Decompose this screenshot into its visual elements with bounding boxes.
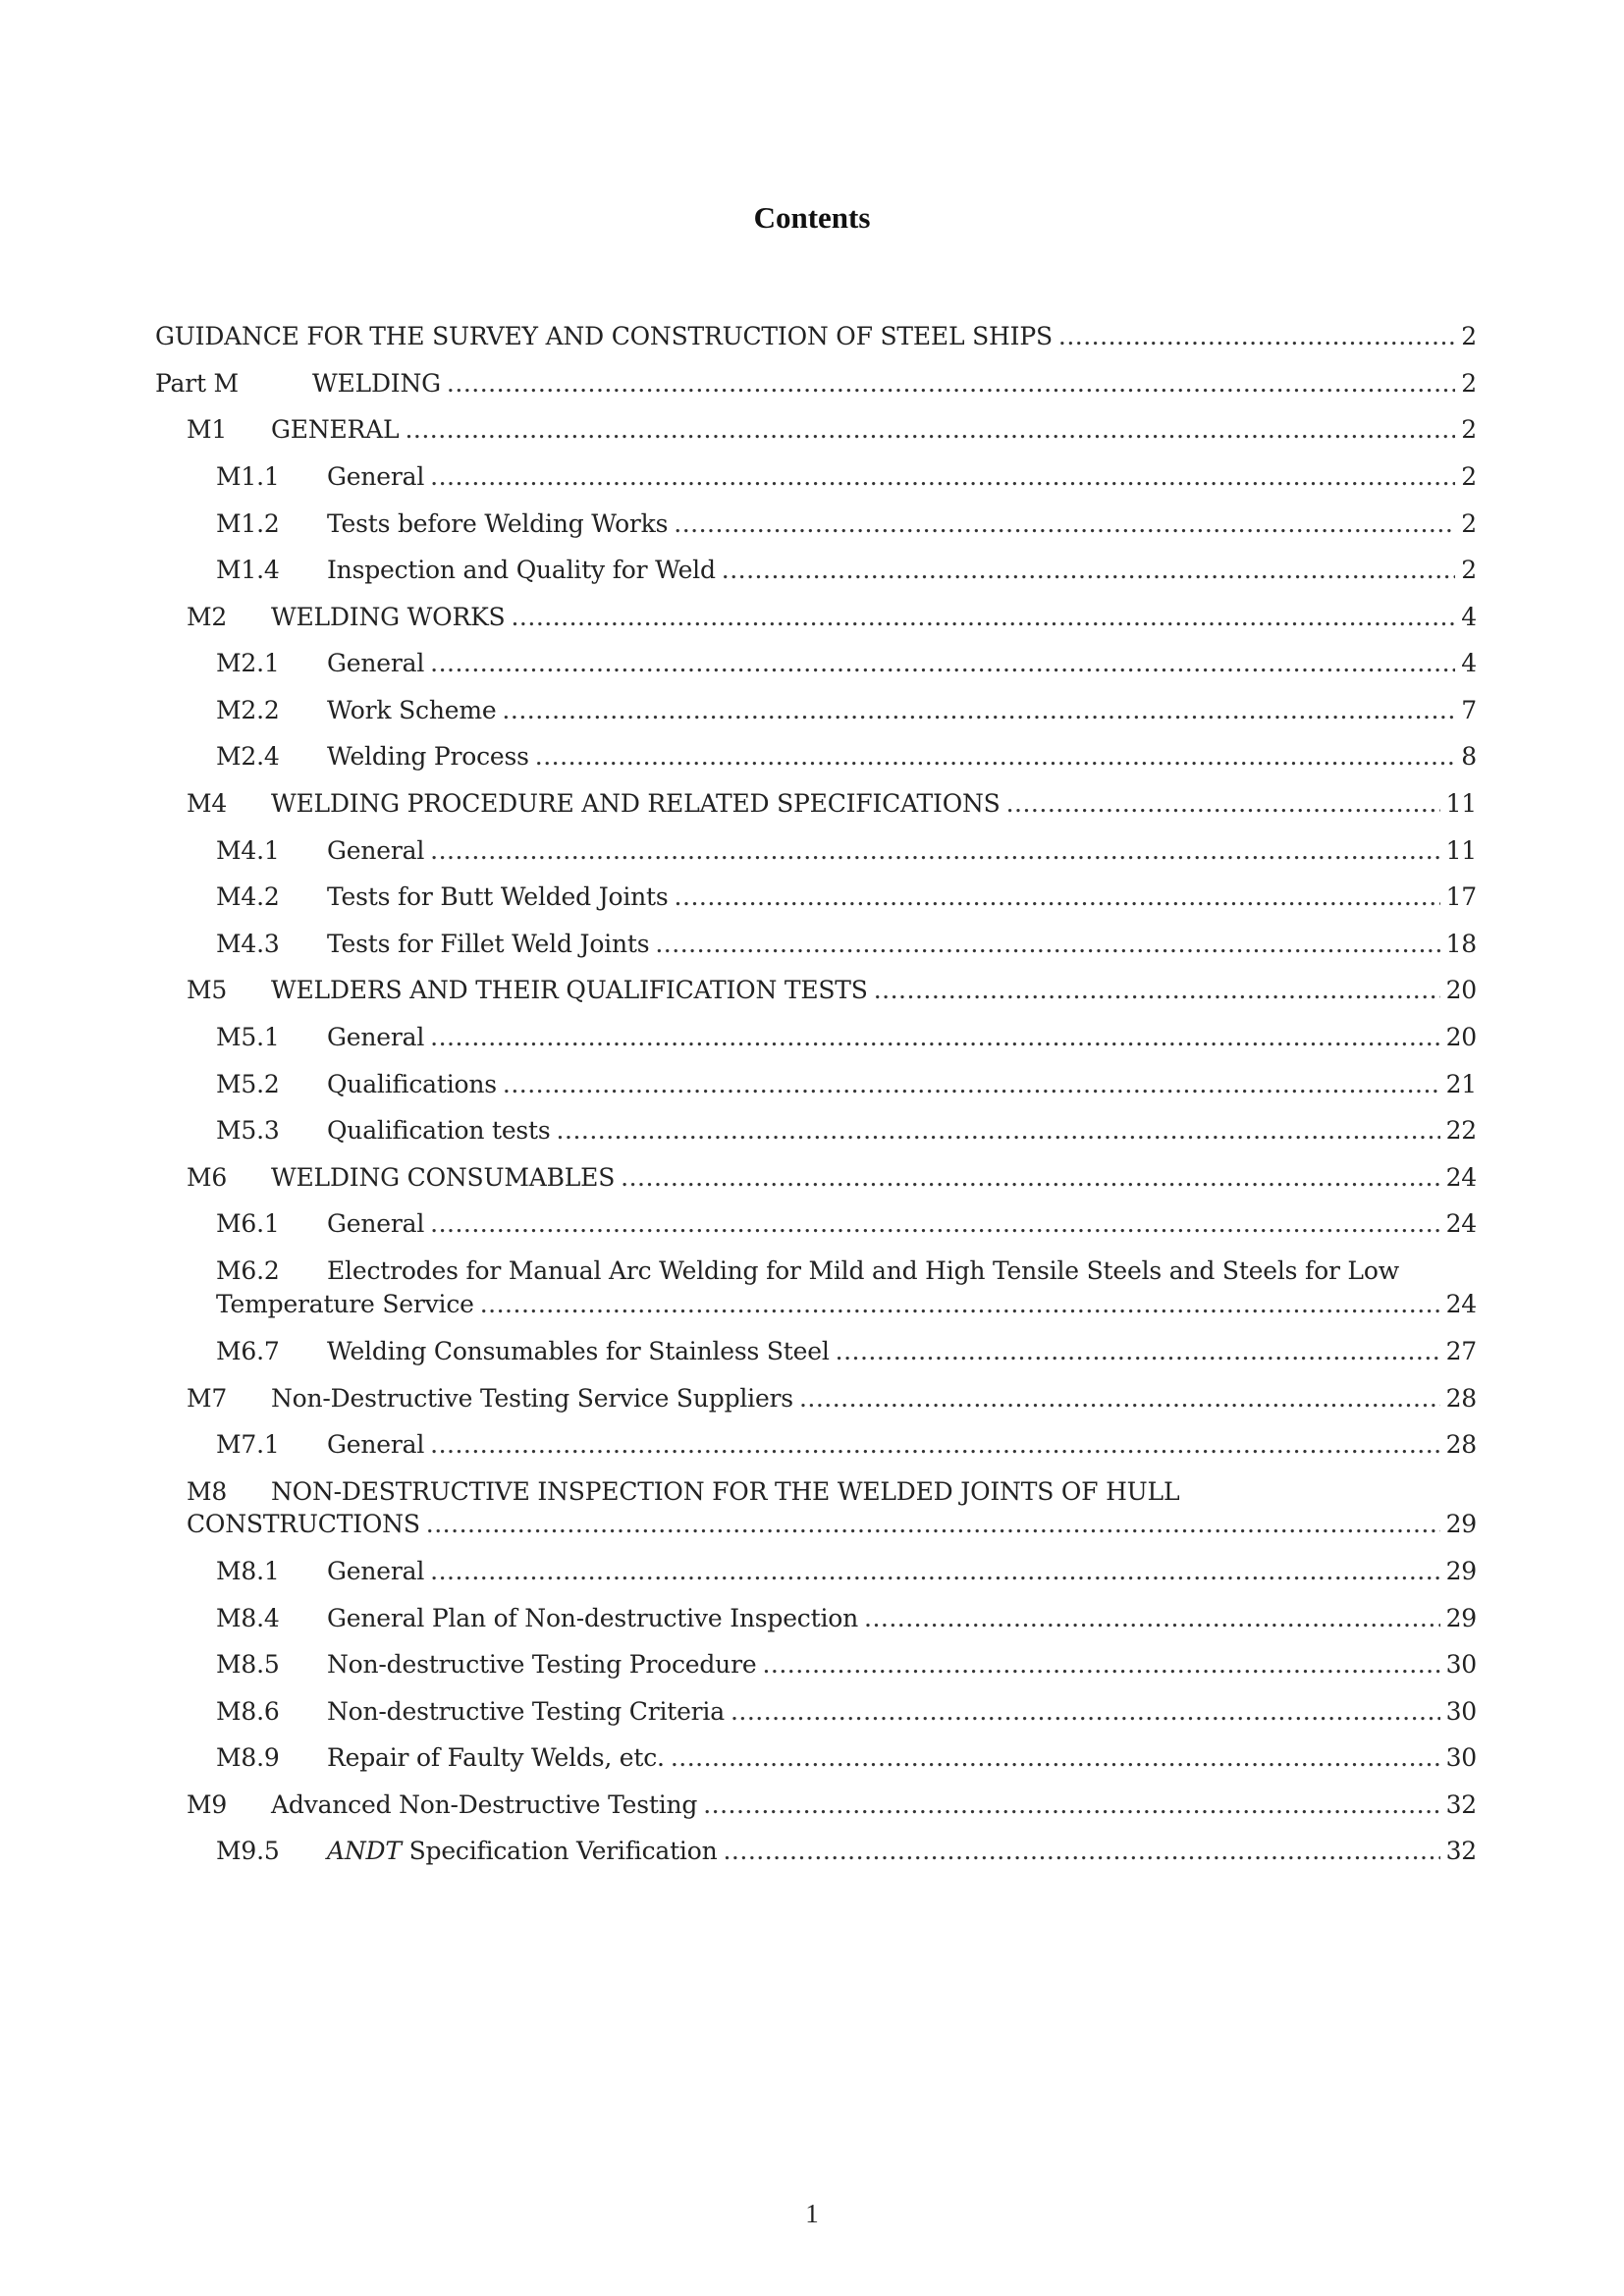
toc-leader-dots xyxy=(703,1790,1439,1820)
toc-leader-dots xyxy=(430,649,1455,678)
toc-entry-label xyxy=(327,1837,717,1866)
toc-leader-dots xyxy=(731,1697,1440,1727)
toc-entry-number: M2 xyxy=(187,603,228,631)
toc-entry-page: 29 xyxy=(1445,1510,1477,1538)
toc-leader-dots xyxy=(430,1557,1439,1586)
toc-entry-label: GENERAL xyxy=(271,415,400,444)
toc-entry[interactable] xyxy=(155,322,1477,351)
toc-leader-dots xyxy=(1058,322,1455,351)
toc-entry-number: Part M xyxy=(155,369,239,398)
toc-entry-label: NON-DESTRUCTIVE INSPECTION FOR THE WELDED JOINTS OF HULL xyxy=(271,1477,1180,1506)
toc-entry-number: M4.3 xyxy=(216,930,280,958)
toc-entry-number: M1.4 xyxy=(216,556,280,584)
toc-entry-page: 28 xyxy=(1445,1384,1477,1413)
toc-entry-page: 29 xyxy=(1445,1604,1477,1632)
toc-leader-dots xyxy=(874,976,1440,1005)
toc-entry-wrapped-first-line[interactable] xyxy=(187,1477,1179,1507)
toc-entry-page: 24 xyxy=(1445,1209,1477,1238)
toc-entry[interactable] xyxy=(187,976,1477,1005)
toc-leader-dots xyxy=(502,696,1455,725)
toc-leader-dots xyxy=(447,369,1455,399)
toc-entry[interactable] xyxy=(216,509,1477,539)
toc-entry-page: 29 xyxy=(1445,1557,1477,1585)
toc-entry[interactable] xyxy=(216,742,1477,772)
page-number: 1 xyxy=(805,2199,819,2228)
toc-entry-wrapped-first-line[interactable] xyxy=(216,1256,1399,1286)
toc-entry-number: M1.1 xyxy=(216,462,280,491)
toc-leader-dots xyxy=(671,1743,1440,1773)
toc-entry-page: 28 xyxy=(1445,1430,1477,1459)
toc-entry[interactable] xyxy=(187,1510,1477,1539)
toc-entry[interactable] xyxy=(216,1650,1477,1680)
toc-entry-label-continuation: Temperature Service xyxy=(216,1290,474,1318)
toc-leader-dots xyxy=(535,742,1456,772)
toc-entry[interactable] xyxy=(216,1837,1477,1866)
toc-entry-number: M4 xyxy=(187,789,228,818)
toc-entry-number: M8 xyxy=(187,1477,228,1506)
toc-entry-label-italic: ANDT xyxy=(327,1837,402,1865)
toc-entry-number: M4.1 xyxy=(216,836,280,865)
toc-leader-dots xyxy=(430,1023,1439,1052)
toc-leader-dots xyxy=(480,1290,1440,1319)
toc-entry[interactable] xyxy=(216,1430,1477,1460)
toc-entry-page: 17 xyxy=(1445,882,1477,911)
toc-entry-label: WELDING xyxy=(312,369,441,398)
toc-leader-dots xyxy=(836,1337,1440,1366)
toc-entry[interactable] xyxy=(216,649,1477,678)
toc-entry-label: Welding Consumables for Stainless Steel xyxy=(327,1337,830,1365)
toc-entry-label: Qualifications xyxy=(327,1070,497,1098)
toc-entry[interactable] xyxy=(216,462,1477,492)
toc-entry-number: M7 xyxy=(187,1384,228,1413)
toc-entry[interactable] xyxy=(216,1604,1477,1633)
toc-entry-number: M6 xyxy=(187,1163,228,1192)
toc-entry[interactable] xyxy=(216,1697,1477,1727)
toc-entry-label-rest: Specification Verification xyxy=(401,1837,718,1865)
toc-leader-dots xyxy=(675,882,1440,912)
toc-entry-page: 4 xyxy=(1461,603,1477,631)
toc-entry-label: Non-destructive Testing Criteria xyxy=(327,1697,725,1726)
toc-entry[interactable] xyxy=(216,836,1477,866)
toc-entry-number: M4.2 xyxy=(216,882,280,911)
toc-entry-number: M7.1 xyxy=(216,1430,280,1459)
toc-leader-dots xyxy=(722,556,1456,585)
toc-entry-page: 32 xyxy=(1445,1790,1477,1819)
toc-leader-dots xyxy=(405,415,1455,445)
toc-leader-dots xyxy=(621,1163,1439,1193)
toc-entry-label: Qualification tests xyxy=(327,1116,551,1145)
toc-entry[interactable] xyxy=(216,1023,1477,1052)
toc-entry[interactable] xyxy=(216,556,1477,585)
toc-entry-page: 2 xyxy=(1461,415,1477,444)
toc-entry-label: WELDING WORKS xyxy=(271,603,506,631)
toc-entry[interactable] xyxy=(187,415,1477,445)
toc-leader-dots xyxy=(799,1384,1440,1414)
toc-entry-label: WELDING PROCEDURE AND RELATED SPECIFICATIONS xyxy=(271,789,1001,818)
toc-entry-page: 20 xyxy=(1445,976,1477,1004)
toc-entry-page: 20 xyxy=(1445,1023,1477,1051)
toc-entry[interactable] xyxy=(216,696,1477,725)
toc-entry-number: M2.1 xyxy=(216,649,280,677)
toc-entry[interactable] xyxy=(216,1290,1477,1319)
toc-entry-label: Electrodes for Manual Arc Welding for Mild and High Tensile Steels and Steels for Low xyxy=(327,1256,1399,1285)
toc-entry[interactable] xyxy=(216,1209,1477,1239)
toc-entry-page: 21 xyxy=(1445,1070,1477,1098)
toc-leader-dots xyxy=(1006,789,1440,819)
toc-leader-dots xyxy=(430,836,1439,866)
toc-entry-page: 22 xyxy=(1445,1116,1477,1145)
toc-entry-page: 8 xyxy=(1461,742,1477,771)
toc-entry-number: M8.1 xyxy=(216,1557,280,1585)
toc-entry-page: 4 xyxy=(1461,649,1477,677)
toc-leader-dots xyxy=(430,462,1455,492)
toc-entry-label: Inspection and Quality for Weld xyxy=(327,556,716,584)
toc-entry[interactable] xyxy=(216,1337,1477,1366)
toc-entry-number: M9.5 xyxy=(216,1837,280,1865)
toc-entry-label: Work Scheme xyxy=(327,696,497,724)
toc-entry-page: 24 xyxy=(1445,1290,1477,1318)
toc-entry[interactable] xyxy=(187,1384,1477,1414)
toc-leader-dots xyxy=(430,1430,1439,1460)
toc-entry-number: M6.7 xyxy=(216,1337,280,1365)
toc-entry[interactable] xyxy=(155,369,1477,399)
toc-entry-number: M5.1 xyxy=(216,1023,280,1051)
toc-leader-dots xyxy=(674,509,1455,539)
toc-entry-number: M5 xyxy=(187,976,228,1004)
toc-entry-label: General xyxy=(327,1023,425,1051)
toc-entry[interactable] xyxy=(187,603,1477,632)
toc-entry-page: 11 xyxy=(1445,836,1477,865)
toc-entry-label: General Plan of Non-destructive Inspection xyxy=(327,1604,858,1632)
toc-entry[interactable] xyxy=(187,789,1477,819)
toc-entry[interactable] xyxy=(216,1070,1477,1099)
toc-leader-dots xyxy=(426,1510,1440,1539)
toc-entry-label: WELDERS AND THEIR QUALIFICATION TESTS xyxy=(271,976,868,1004)
contents-title: Contents xyxy=(753,200,871,235)
toc-entry[interactable] xyxy=(216,1116,1477,1146)
toc-entry-number: M8.9 xyxy=(216,1743,280,1772)
toc-entry-page: 2 xyxy=(1461,462,1477,491)
toc-leader-dots xyxy=(430,1209,1439,1239)
toc-entry-label: General xyxy=(327,462,425,491)
toc-entry-number: M8.6 xyxy=(216,1697,280,1726)
toc-entry-number: M8.5 xyxy=(216,1650,280,1679)
toc-entry-page: 7 xyxy=(1461,696,1477,724)
toc-entry-label: Repair of Faulty Welds, etc. xyxy=(327,1743,665,1772)
toc-entry-number: M6.2 xyxy=(216,1256,280,1285)
toc-entry-label: Advanced Non-Destructive Testing xyxy=(271,1790,698,1819)
toc-entry-label: General xyxy=(327,836,425,865)
toc-entry-label: WELDING CONSUMABLES xyxy=(271,1163,616,1192)
toc-entry-page: 18 xyxy=(1445,930,1477,958)
toc-entry-page: 11 xyxy=(1445,789,1477,818)
toc-entry-page: 27 xyxy=(1445,1337,1477,1365)
toc-entry-label: Tests for Fillet Weld Joints xyxy=(327,930,650,958)
toc-entry-label: Non-Destructive Testing Service Suppliers xyxy=(271,1384,793,1413)
toc-entry[interactable] xyxy=(216,1743,1477,1773)
toc-entry-label: Tests for Butt Welded Joints xyxy=(327,882,669,911)
toc-entry-label: Non-destructive Testing Procedure xyxy=(327,1650,757,1679)
toc-entry-page: 30 xyxy=(1445,1743,1477,1772)
toc-entry-number: M8.4 xyxy=(216,1604,280,1632)
toc-leader-dots xyxy=(864,1604,1440,1633)
toc-entry-page: 2 xyxy=(1461,369,1477,398)
toc-leader-dots xyxy=(762,1650,1439,1680)
toc-entry-number: M1 xyxy=(187,415,228,444)
toc-entry-page: 2 xyxy=(1461,322,1477,350)
toc-entry-label: General xyxy=(327,1557,425,1585)
toc-entry[interactable] xyxy=(216,930,1477,959)
toc-entry[interactable] xyxy=(187,1163,1477,1193)
toc-entry-label-continuation: CONSTRUCTIONS xyxy=(187,1510,420,1538)
toc-leader-dots xyxy=(503,1070,1440,1099)
toc-leader-dots xyxy=(723,1837,1439,1866)
toc-entry-number: M1.2 xyxy=(216,509,280,538)
toc-entry-number: M2.4 xyxy=(216,742,280,771)
toc-entry-label: Welding Process xyxy=(327,742,529,771)
toc-entry-page: 30 xyxy=(1445,1650,1477,1679)
toc-entry-label: GUIDANCE FOR THE SURVEY AND CONSTRUCTION OF STEEL SHIPS xyxy=(155,322,1053,350)
toc-entry-label: General xyxy=(327,649,425,677)
toc-entry-page: 24 xyxy=(1445,1163,1477,1192)
toc-leader-dots xyxy=(655,930,1439,959)
toc-entry-number: M9 xyxy=(187,1790,228,1819)
toc-entry-number: M5.3 xyxy=(216,1116,280,1145)
toc-entry-page: 2 xyxy=(1461,509,1477,538)
toc-leader-dots xyxy=(511,603,1455,632)
toc-entry-page: 2 xyxy=(1461,556,1477,584)
toc-entry-number: M2.2 xyxy=(216,696,280,724)
toc-entry-label: General xyxy=(327,1430,425,1459)
toc-entry[interactable] xyxy=(216,882,1477,912)
toc-entry-number: M5.2 xyxy=(216,1070,280,1098)
toc-entry-page: 32 xyxy=(1445,1837,1477,1865)
toc-entry[interactable] xyxy=(187,1790,1477,1820)
toc-entry-number: M6.1 xyxy=(216,1209,280,1238)
toc-entry-label: Tests before Welding Works xyxy=(327,509,669,538)
toc-entry-label: General xyxy=(327,1209,425,1238)
toc-entry-page: 30 xyxy=(1445,1697,1477,1726)
toc-entry[interactable] xyxy=(216,1557,1477,1586)
toc-leader-dots xyxy=(557,1116,1440,1146)
